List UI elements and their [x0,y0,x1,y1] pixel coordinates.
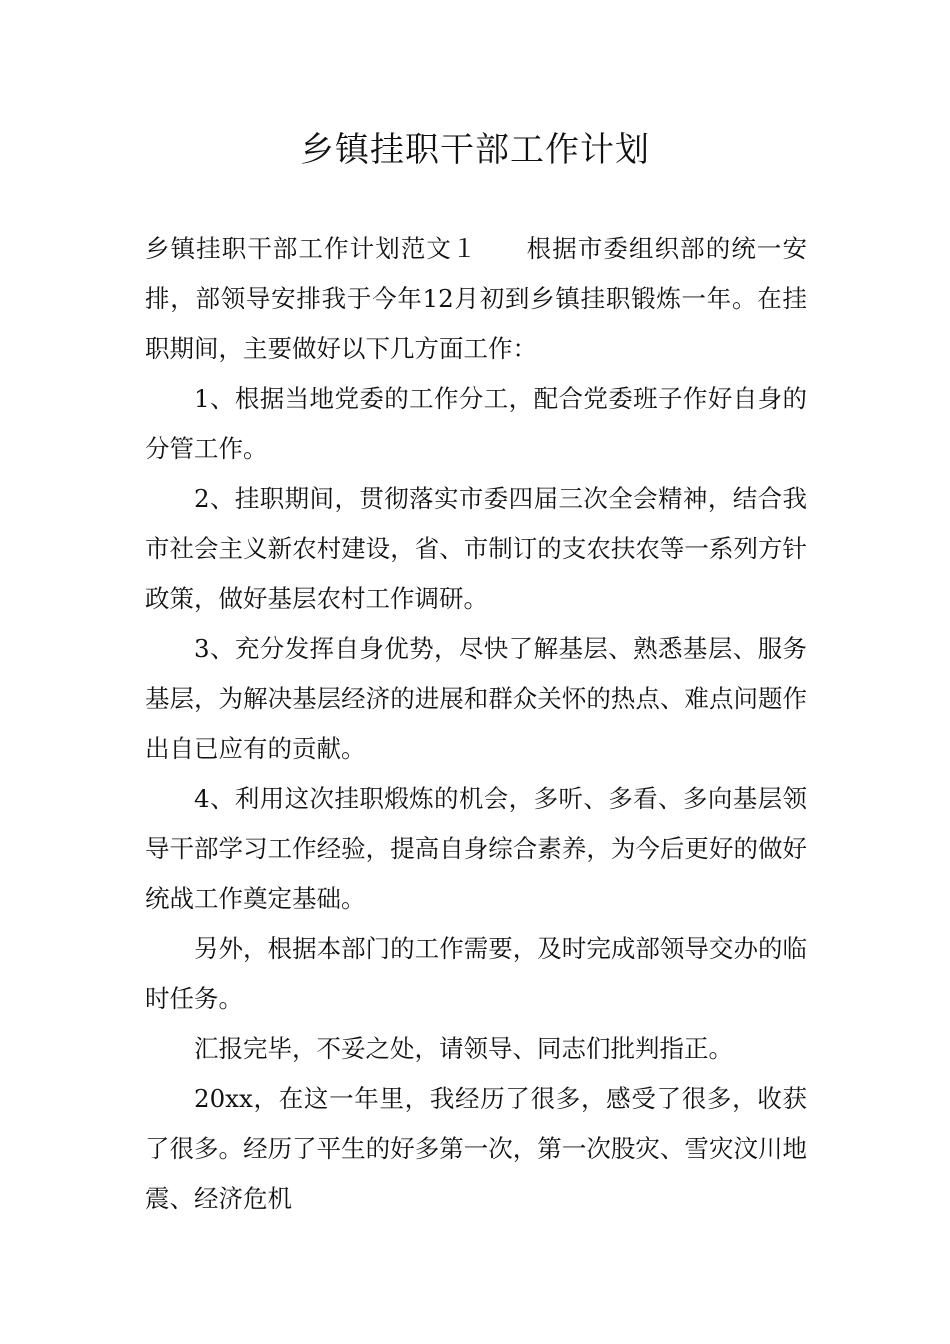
document-title: 乡镇挂职干部工作计划 [300,130,650,170]
intro-text: 根据市委组织部的统一安排，部领导安排我于今年12月初到乡镇挂职锻炼一年。在挂职期间，主要做好以下几方面工作： [145,234,808,363]
document-body [145,224,807,1224]
paragraph-item-1: 1、根据当地党委的工作分工，配合党委班子作好自身的分管工作。 [145,384,807,463]
paragraph-item-2: 2、挂职期间，贯彻落实市委四届三次全会精神，结合我市社会主义新农村建设，省、市制订的支农扶农等一系列方针政策，做好基层农村工作调研。 [145,484,807,613]
paragraph-item-4: 4、利用这次挂职煅炼的机会，多听、多看、多向基层领导干部学习工作经验，提高自身综合素养，为今后更好的做好统战工作奠定基础。 [145,784,807,913]
paragraph-reflection: 20xx，在这一年里，我经历了很多，感受了很多，收获了很多。经历了平生的好多第一次，第一次股灾、雪灾汶川地震、经济危机 [145,1084,807,1213]
paragraph-closing: 汇报完毕，不妥之处，请领导、同志们批判指正。 [194,1034,733,1063]
intro-heading: 乡镇挂职干部工作计划范文１ [145,234,478,263]
paragraph-additional-tasks: 另外，根据本部门的工作需要，及时完成部领导交办的临时任务。 [145,934,807,1013]
paragraph-item-3: 3、充分发挥自身优势，尽快了解基层、熟悉基层、服务基层，为解决基层经济的进展和群众关怀的热点、难点问题作出自已应有的贡献。 [145,634,807,763]
intro-paragraph [145,224,807,374]
